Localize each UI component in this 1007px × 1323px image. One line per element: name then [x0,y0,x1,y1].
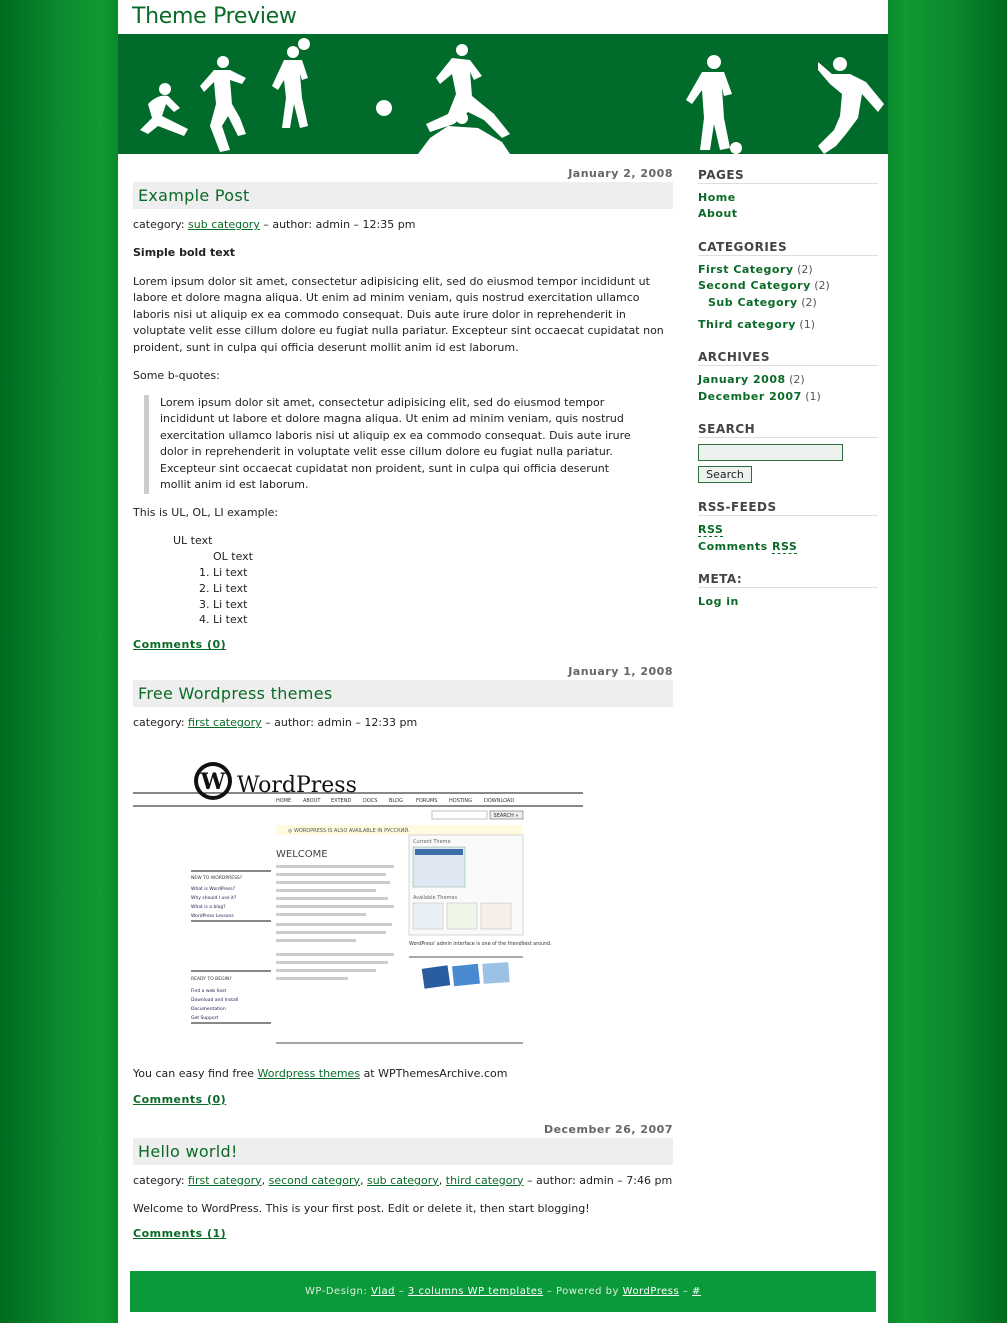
bold-text: Simple bold text [133,246,236,259]
comments-rss-link[interactable] [698,540,797,554]
category-count: (2) [801,295,817,309]
list-label: This is UL, OL, LI example: [133,505,279,519]
sidebar-archive-dec-2007[interactable]: December 2007 [698,389,802,403]
ul-text: UL text [173,534,213,547]
wp-nav-item: DOCS [363,798,378,805]
sidebar-category-first[interactable]: First Category [698,262,794,276]
post-date: January 2, 2008 [568,167,673,180]
footer-wordpress-link[interactable]: WordPress [622,1286,680,1297]
post-title[interactable]: Example Post [133,182,673,209]
category-link[interactable]: first category [188,1173,262,1187]
wp-nav-item: FORUMS [416,798,438,805]
meta-suffix: – author: admin – 12:33 pm [265,716,418,730]
meta-prefix: category: [133,218,185,231]
wp-link: Download and Install [191,998,239,1004]
wp-link: What is a blog? [191,905,226,911]
sidebar-heading: RSS-FEEDS [698,500,878,516]
wordpress-themes-link[interactable]: Wordpress themes [257,1067,361,1081]
footer-sep: – [682,1286,689,1297]
wp-link: Documentation [191,1007,226,1013]
wp-link: What is WordPress? [191,887,236,893]
post-date: January 1, 2008 [568,665,673,679]
footer-sep: – [398,1286,405,1297]
sidebar-heading: ARCHIVES [698,350,878,366]
sidebar-heading: CATEGORIES [698,240,878,256]
footer-prefix: WP-Design: [305,1286,368,1297]
wp-available-themes: Available Themes [413,895,458,902]
bquotes-label: Some b-quotes: [133,369,220,382]
rss-abbr: RSS [698,523,724,537]
post-hello-world [133,1122,673,1241]
player-silhouette-6 [818,57,884,154]
comments-rss-prefix: Comments [698,539,768,553]
footer [130,1271,876,1312]
wp-notice: ◎ WORDPRESS IS ALSO AVAILABLE IN РУССКИЙ. [288,828,410,835]
sidebar-search [698,422,878,483]
wp-link: Get Support [191,1016,219,1022]
post-date: December 26, 2007 [543,1122,673,1136]
comments-link[interactable]: Comments (1) [133,1227,227,1241]
sidebar-page-about[interactable]: About [698,207,738,221]
wp-nav-item: EXTEND [331,798,352,805]
sidebar-page-home[interactable]: Home [698,191,736,204]
search-input[interactable] [698,444,843,461]
post-meta [133,715,673,731]
category-link[interactable]: sub category [188,218,260,231]
meta-prefix: category: [133,1173,185,1187]
ol-example [133,565,673,628]
player-silhouette-4 [418,44,510,154]
wp-current-theme: Current Theme [413,839,451,846]
sidebar-archives [698,350,878,405]
footer-hash-link[interactable]: # [692,1286,701,1297]
category-count: (2) [814,279,830,293]
search-button[interactable]: Search [698,466,752,483]
sidebar-archive-jan-2008[interactable]: January 2008 [698,373,786,387]
wp-link: WordPress Lessons [191,914,234,920]
wp-new-heading: NEW TO WORDPRESS? [191,876,243,882]
sidebar-pages [698,168,878,223]
post-title[interactable]: Free Wordpress themes [133,680,673,707]
list-item: 1. Li text [213,565,673,581]
category-count: (2) [797,262,813,276]
wp-nav-item: DOWNLOAD [484,798,515,805]
wp-search-btn: SEARCH » [493,813,519,820]
post-free-themes [133,664,673,1106]
wordpress-screenshot-image [133,759,583,1049]
ol-text: OL text [213,550,253,563]
main-content [133,166,673,1240]
text-before: You can easy find free [133,1067,255,1081]
wp-ready-heading: READY TO BEGIN? [191,977,232,983]
category-link[interactable]: third category [445,1173,524,1187]
list-item: 4. Li text [213,612,673,628]
text-after: at WPThemesArchive.com [363,1067,508,1081]
list-item: 2. Li text [213,581,673,597]
category-link[interactable]: sub category [366,1173,439,1187]
player-silhouette-1 [140,83,188,136]
page [118,0,888,1323]
wp-nav-item: HOSTING [449,798,473,805]
post-paragraph: Welcome to WordPress. This is your first post. Edit or delete it, then start blogging! [133,1201,590,1215]
footer-powered: – Powered by [546,1286,619,1297]
footer-designer-link[interactable]: Vlad [370,1286,396,1297]
wp-link: Find a web host [191,989,227,995]
rss-abbr: RSS [772,539,798,553]
category-link[interactable]: second category [268,1173,360,1187]
sidebar-category-sub[interactable]: Sub Category [708,295,798,309]
blockquote: Lorem ipsum dolor sit amet, consectetur adipisicing elit, sed do eiusmod tempor incididunt ut labore et dolore magna aliqua. Ut enim ad minim veniam, quis nostrud exercitation ullamco laboris nisi ut aliquip ex ea commodo consequat. Duis aute irure dolor in reprehenderit in voluptate velit esse cillum dolore eu fugiat nulla pariatur. Excepteur sint occaecat cupidatat non proident, sunt in culpa qui officia deserunt mollit anim id est laborum. [144,395,633,494]
comments-link[interactable]: Comments (0) [133,1092,227,1106]
post-example [133,166,673,651]
sidebar-heading: SEARCH [698,422,878,438]
site-title[interactable]: Theme Preview [132,4,297,29]
sidebar-category-second[interactable]: Second Category [698,279,811,293]
sidebar-rss [698,500,878,555]
archive-count: (2) [789,373,805,387]
post-meta [133,217,673,233]
sidebar-heading: PAGES [698,168,878,184]
player-silhouette-2 [200,56,246,152]
wp-nav-item: BLOG [389,798,403,805]
wp-caption: WordPress' admin interface is one of the friendliest around. [409,942,552,948]
archive-count: (1) [805,389,821,403]
player-silhouette-3 [272,38,310,128]
ball-icon [376,100,392,116]
meta-suffix: – author: admin – 12:35 pm [263,218,416,231]
footer-templates-link[interactable]: 3 columns WP templates [407,1286,544,1297]
wp-nav-item: ABOUT [303,798,321,805]
post-paragraph: Lorem ipsum dolor sit amet, consectetur adipisicing elit, sed do eiusmod tempor incididunt ut labore et dolore magna aliqua. Ut enim ad minim veniam, quis nostrud exercitation ullamco laboris nisi ut aliquip ex ea commodo consequat. Duis aute irure dolor in reprehenderit in voluptate velit esse cillum dolore eu fugiat nulla pariatur. Excepteur sint occaecat cupidatat non proident, sunt in culpa qui officia deserunt mollit anim id est laborum. [133,274,664,354]
sidebar-meta [698,572,878,610]
post-text [133,1066,673,1083]
login-link[interactable]: Log in [698,595,739,609]
wp-link: Why should I use it? [191,896,237,902]
category-count: (1) [799,318,816,332]
soccer-players-silhouettes [118,34,888,154]
rss-feed-link[interactable] [698,523,723,537]
header-banner [118,34,888,154]
meta-prefix: category: [133,716,185,730]
post-meta: category: first category, second category, sub category, third category – author: admin – 7:46 pm [133,1173,673,1187]
sidebar [698,168,878,627]
player-silhouette-5 [686,55,742,154]
wp-welcome: WELCOME [276,849,328,861]
ul-example [133,533,673,565]
comments-link[interactable]: Comments (0) [133,638,227,652]
sidebar-heading: META: [698,572,878,588]
list-item: 3. Li text [213,597,673,613]
meta-suffix: – author: admin – 7:46 pm [527,1173,673,1187]
sidebar-category-third[interactable]: Third category [698,318,796,332]
wp-logo-text: WordPress [237,773,357,799]
post-title[interactable]: Hello world! [133,1138,673,1165]
category-link[interactable]: first category [188,716,262,730]
svg-text:W: W [200,769,226,796]
wp-nav-item: HOME [276,798,292,805]
sidebar-categories [698,240,878,334]
